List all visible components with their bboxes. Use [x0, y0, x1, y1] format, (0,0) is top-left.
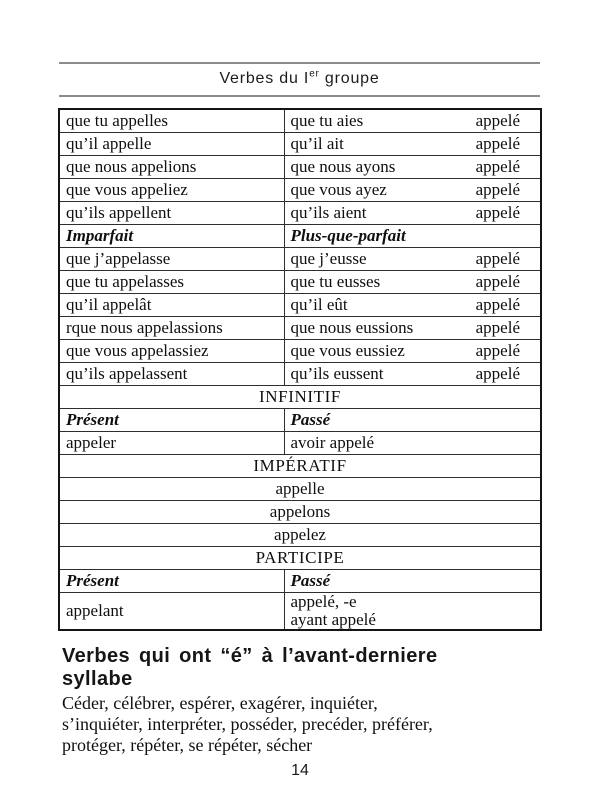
tense-header-cell: Présent [59, 409, 284, 432]
participle-text: appelé [475, 341, 520, 360]
conj-cell-left: qu’il appelât [59, 294, 284, 317]
section-title-cell: IMPÉRATIF [59, 455, 541, 478]
participle-text: appelé [475, 272, 520, 291]
table-row [59, 455, 541, 478]
section-heading-line: syllabe [62, 668, 133, 690]
conj-cell-right [284, 363, 541, 386]
table-row [59, 409, 541, 432]
conj-cell-right [284, 156, 541, 179]
table-row [59, 340, 541, 363]
table-row [59, 271, 541, 294]
conj-cell-left: que vous appelassiez [59, 340, 284, 363]
tense-header-cell: Passé [284, 570, 541, 593]
aux-text: que vous eussiez [290, 341, 405, 360]
conj-cell-right [284, 133, 541, 156]
form-cell-left: appeler [59, 432, 284, 455]
page-title [219, 70, 379, 87]
tense-header-cell: Présent [59, 570, 284, 593]
aux-text: qu’ils aient [290, 203, 367, 222]
table-row [59, 547, 541, 570]
table-row [59, 317, 541, 340]
form-line: appelé, -e [290, 592, 357, 611]
conj-cell-left: que j’appelasse [59, 248, 284, 271]
table-row [59, 593, 541, 631]
participle-text: appelé [475, 249, 520, 268]
table-row [59, 225, 541, 248]
section-heading [62, 645, 552, 691]
table-row [59, 501, 541, 524]
form-line: ayant appelé [290, 610, 376, 629]
aux-text: que tu eusses [290, 272, 381, 291]
table-row [59, 570, 541, 593]
conjugation-table [58, 108, 542, 631]
table-row [59, 294, 541, 317]
page-number: 14 [291, 762, 309, 779]
participle-text: appelé [475, 295, 520, 314]
table-row [59, 156, 541, 179]
participle-text: appelé [475, 203, 520, 222]
table-row [59, 109, 541, 133]
table-row [59, 478, 541, 501]
tense-header-cell: Plus-que-parfait [284, 225, 541, 248]
table-row [59, 432, 541, 455]
conj-cell-right [284, 179, 541, 202]
conj-cell-left: que vous appeliez [59, 179, 284, 202]
tense-header-cell: Imparfait [59, 225, 284, 248]
participle-text: appelé [475, 157, 520, 176]
conj-cell-left: que tu appelasses [59, 271, 284, 294]
page-title-prefix: Verbes du I [219, 70, 310, 87]
conj-cell-right [284, 271, 541, 294]
table-row [59, 133, 541, 156]
page-title-suffix: groupe [319, 70, 380, 87]
participle-text: appelé [475, 134, 520, 153]
participle-text: appelé [475, 180, 520, 199]
aux-text: que tu aies [290, 111, 364, 130]
conj-cell-left: qu’il appelle [59, 133, 284, 156]
participle-text: appelé [475, 111, 520, 130]
conj-cell-right [284, 109, 541, 133]
conj-cell-right [284, 317, 541, 340]
form-cell-right: avoir appelé [284, 432, 541, 455]
conj-cell-right [284, 340, 541, 363]
aux-text: que nous ayons [290, 157, 396, 176]
form-cell-right [284, 593, 541, 631]
aux-text: qu’il eût [290, 295, 348, 314]
conj-cell-left: rque nous appelassions [59, 317, 284, 340]
verb-list-line: Céder, célébrer, espérer, exagérer, inquiéter, [62, 693, 378, 713]
page-header [59, 62, 540, 97]
verb-list [62, 693, 562, 756]
conj-cell-left: que nous appelions [59, 156, 284, 179]
conjugation-table-body [59, 109, 541, 630]
conj-cell-right [284, 248, 541, 271]
table-row [59, 248, 541, 271]
section-title-cell: PARTICIPE [59, 547, 541, 570]
section-heading-line: Verbes qui ont “é” à l’avant-derniere [62, 645, 438, 667]
conj-cell-left: qu’ils appellent [59, 202, 284, 225]
form-cell-centered: appelons [59, 501, 541, 524]
conj-cell-right [284, 202, 541, 225]
form-cell-centered: appelez [59, 524, 541, 547]
table-row [59, 524, 541, 547]
form-cell-left: appelant [59, 593, 284, 631]
section-title-cell: INFINITIF [59, 386, 541, 409]
conj-cell-right [284, 294, 541, 317]
participle-text: appelé [475, 318, 520, 337]
aux-text: que j’eusse [290, 249, 367, 268]
table-row [59, 202, 541, 225]
page-title-superscript: er [309, 68, 320, 80]
form-cell-centered: appelle [59, 478, 541, 501]
verb-list-line: protéger, répéter, se répéter, sécher [62, 735, 313, 755]
conj-cell-left: qu’ils appelassent [59, 363, 284, 386]
verb-list-line: s’inquiéter, interpréter, posséder, precéder, préférer, [62, 714, 433, 734]
conj-cell-left: que tu appelles [59, 109, 284, 133]
table-row [59, 179, 541, 202]
table-row [59, 386, 541, 409]
aux-text: que nous eussions [290, 318, 414, 337]
aux-text: que vous ayez [290, 180, 387, 199]
aux-text: qu’il ait [290, 134, 344, 153]
table-row [59, 363, 541, 386]
participle-text: appelé [475, 364, 520, 383]
aux-text: qu’ils eussent [290, 364, 384, 383]
tense-header-cell: Passé [284, 409, 541, 432]
